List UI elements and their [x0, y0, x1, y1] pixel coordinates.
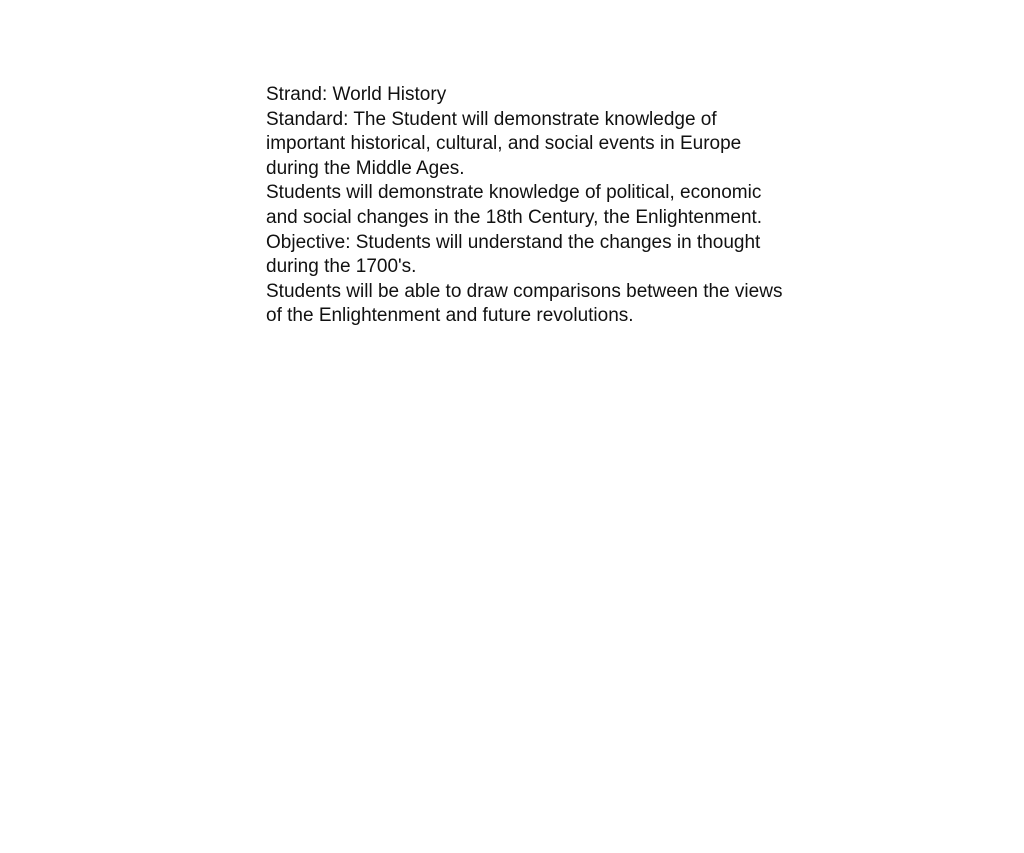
comparison-objective-line: Students will be able to draw comparisons between the views of the Enlightenment and future revolutions.: [266, 280, 783, 327]
standard-line: Standard: The Student will demonstrate knowledge of important historical, cultural, and social events in Europe during the Middle Ages.: [266, 108, 742, 179]
objective-line: Objective: Students will understand the changes in thought during the 1700's.: [266, 231, 761, 278]
document-body: [266, 83, 786, 329]
strand-line: Strand: World History: [266, 84, 447, 105]
enlightenment-standard-line: Students will demonstrate knowledge of political, economic and social changes in the 18th Century, the Enlightenment.: [266, 182, 763, 228]
